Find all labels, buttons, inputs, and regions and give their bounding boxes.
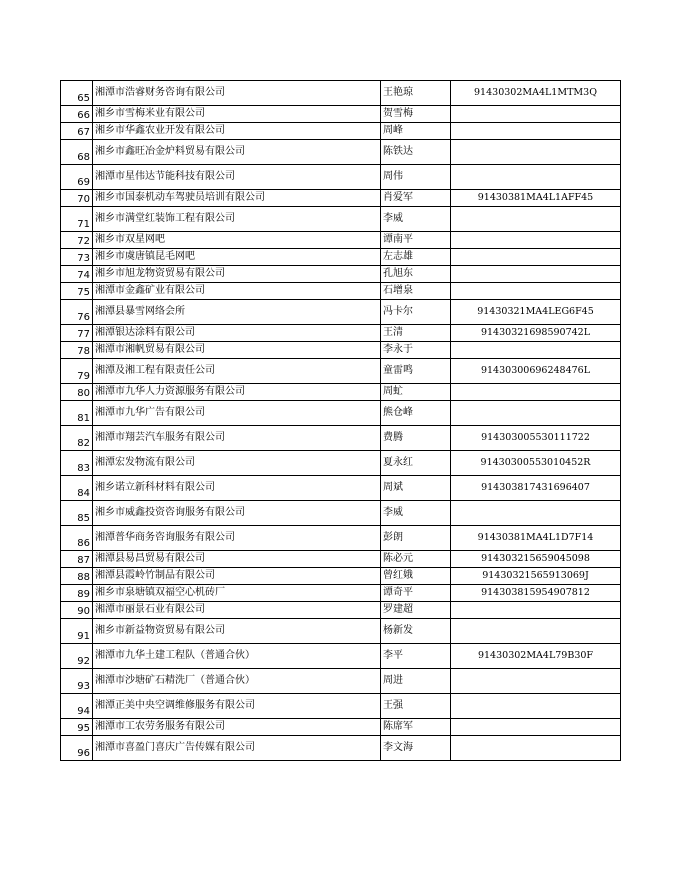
legal-representative: 童雷鸣 xyxy=(381,359,451,384)
company-name: 湘潭市翔芸汽车服务有限公司 xyxy=(93,426,381,451)
row-number: 70 xyxy=(61,190,93,207)
table-row xyxy=(61,602,621,619)
legal-representative: 李威 xyxy=(381,501,451,526)
company-name: 湘潭市湘帆贸易有限公司 xyxy=(93,342,381,359)
company-name: 湘潭市九华土建工程队（普通合伙） xyxy=(93,644,381,669)
legal-representative: 肖爱军 xyxy=(381,190,451,207)
company-name: 湘乡市国泰机动车驾驶员培训有限公司 xyxy=(93,190,381,207)
table-row xyxy=(61,342,621,359)
legal-representative: 谭南平 xyxy=(381,232,451,249)
company-name: 湘乡市新益物资贸易有限公司 xyxy=(93,619,381,644)
legal-representative: 陈席军 xyxy=(381,719,451,736)
table-row xyxy=(61,190,621,207)
company-name: 湘乡市旭龙物资贸易有限公司 xyxy=(93,266,381,283)
row-number: 94 xyxy=(61,694,93,719)
legal-representative: 彭朗 xyxy=(381,526,451,551)
company-name: 湘潭市星伟达节能科技有限公司 xyxy=(93,165,381,190)
credit-code xyxy=(451,140,621,165)
row-number: 91 xyxy=(61,619,93,644)
row-number: 89 xyxy=(61,585,93,602)
credit-code xyxy=(451,266,621,283)
credit-code: 914303817431696407 xyxy=(451,476,621,501)
company-table xyxy=(60,80,621,761)
row-number: 87 xyxy=(61,551,93,568)
company-name: 湘潭普华商务咨询服务有限公司 xyxy=(93,526,381,551)
credit-code: 91430381MA4L1D7F14 xyxy=(451,526,621,551)
company-name: 湘潭县霞岭竹制品有限公司 xyxy=(93,568,381,585)
table-row xyxy=(61,619,621,644)
company-name: 湘潭银达涂料有限公司 xyxy=(93,325,381,342)
legal-representative: 王艳琼 xyxy=(381,81,451,106)
legal-representative: 石增泉 xyxy=(381,283,451,300)
row-number: 73 xyxy=(61,249,93,266)
company-name: 湘乡市泉塘镇双福空心机砖厂 xyxy=(93,585,381,602)
legal-representative: 李文海 xyxy=(381,736,451,761)
credit-code xyxy=(451,123,621,140)
table-row xyxy=(61,165,621,190)
legal-representative: 陈铁达 xyxy=(381,140,451,165)
table-row xyxy=(61,384,621,401)
company-name: 湘乡市鑫旺冶金炉料贸易有限公司 xyxy=(93,140,381,165)
table-row xyxy=(61,249,621,266)
credit-code: 91430321698590742L xyxy=(451,325,621,342)
company-name: 湘乡市雪梅米业有限公司 xyxy=(93,106,381,123)
legal-representative: 冯卡尔 xyxy=(381,300,451,325)
row-number: 66 xyxy=(61,106,93,123)
table-row xyxy=(61,232,621,249)
legal-representative: 熊仓峰 xyxy=(381,401,451,426)
legal-representative: 李永于 xyxy=(381,342,451,359)
row-number: 84 xyxy=(61,476,93,501)
company-name: 湘乡市双星网吧 xyxy=(93,232,381,249)
legal-representative: 陈必元 xyxy=(381,551,451,568)
legal-representative: 孔旭东 xyxy=(381,266,451,283)
table-row xyxy=(61,568,621,585)
table-row xyxy=(61,359,621,384)
row-number: 68 xyxy=(61,140,93,165)
legal-representative: 王清 xyxy=(381,325,451,342)
legal-representative: 夏永红 xyxy=(381,451,451,476)
row-number: 92 xyxy=(61,644,93,669)
row-number: 67 xyxy=(61,123,93,140)
row-number: 95 xyxy=(61,719,93,736)
table-row xyxy=(61,476,621,501)
credit-code xyxy=(451,602,621,619)
legal-representative: 周峰 xyxy=(381,123,451,140)
credit-code: 91430300696248476L xyxy=(451,359,621,384)
legal-representative: 谭奇平 xyxy=(381,585,451,602)
company-name: 湘乡市虞唐镇昆毛网吧 xyxy=(93,249,381,266)
table-row xyxy=(61,81,621,106)
legal-representative: 周伟 xyxy=(381,165,451,190)
table-row xyxy=(61,585,621,602)
row-number: 76 xyxy=(61,300,93,325)
row-number: 90 xyxy=(61,602,93,619)
company-name: 湘潭县暴雪网络会所 xyxy=(93,300,381,325)
company-name: 湘潭市九华人力资源服务有限公司 xyxy=(93,384,381,401)
legal-representative: 周进 xyxy=(381,669,451,694)
company-name: 湘潭市工农劳务服务有限公司 xyxy=(93,719,381,736)
row-number: 88 xyxy=(61,568,93,585)
table-row xyxy=(61,719,621,736)
credit-code: 914303815954907812 xyxy=(451,585,621,602)
table-row xyxy=(61,451,621,476)
credit-code xyxy=(451,694,621,719)
table-row xyxy=(61,140,621,165)
credit-code: 914303005530111722 xyxy=(451,426,621,451)
row-number: 93 xyxy=(61,669,93,694)
row-number: 75 xyxy=(61,283,93,300)
table-row xyxy=(61,106,621,123)
credit-code xyxy=(451,342,621,359)
company-name: 湘乡市华鑫农业开发有限公司 xyxy=(93,123,381,140)
credit-code xyxy=(451,619,621,644)
company-name: 湘潭市沙塘矿石精洗厂（普通合伙） xyxy=(93,669,381,694)
row-number: 81 xyxy=(61,401,93,426)
credit-code xyxy=(451,283,621,300)
row-number: 69 xyxy=(61,165,93,190)
company-name: 湘潭市九华广告有限公司 xyxy=(93,401,381,426)
company-name: 湘潭及湘工程有限责任公司 xyxy=(93,359,381,384)
row-number: 82 xyxy=(61,426,93,451)
row-number: 65 xyxy=(61,81,93,106)
credit-code: 91430302MA4L79B30F xyxy=(451,644,621,669)
row-number: 86 xyxy=(61,526,93,551)
table-row xyxy=(61,551,621,568)
credit-code: 91430321565913069J xyxy=(451,568,621,585)
table-row xyxy=(61,283,621,300)
company-name: 湘乡市威鑫投资咨询服务有限公司 xyxy=(93,501,381,526)
company-name: 湘潭市金鑫矿业有限公司 xyxy=(93,283,381,300)
company-name: 湘潭市丽景石业有限公司 xyxy=(93,602,381,619)
legal-representative: 罗建超 xyxy=(381,602,451,619)
credit-code xyxy=(451,232,621,249)
table-row xyxy=(61,526,621,551)
credit-code xyxy=(451,249,621,266)
credit-code xyxy=(451,501,621,526)
credit-code xyxy=(451,207,621,232)
legal-representative: 曾红娥 xyxy=(381,568,451,585)
credit-code xyxy=(451,736,621,761)
table-row xyxy=(61,426,621,451)
company-name: 湘潭县易昌贸易有限公司 xyxy=(93,551,381,568)
credit-code xyxy=(451,401,621,426)
legal-representative: 周斌 xyxy=(381,476,451,501)
table-row xyxy=(61,401,621,426)
row-number: 78 xyxy=(61,342,93,359)
row-number: 72 xyxy=(61,232,93,249)
credit-code xyxy=(451,669,621,694)
company-name: 湘潭宏发物流有限公司 xyxy=(93,451,381,476)
row-number: 80 xyxy=(61,384,93,401)
credit-code xyxy=(451,384,621,401)
row-number: 79 xyxy=(61,359,93,384)
table-row xyxy=(61,266,621,283)
row-number: 96 xyxy=(61,736,93,761)
table-row xyxy=(61,207,621,232)
row-number: 77 xyxy=(61,325,93,342)
table-row xyxy=(61,325,621,342)
row-number: 85 xyxy=(61,501,93,526)
credit-code xyxy=(451,719,621,736)
credit-code: 91430381MA4L1AFF45 xyxy=(451,190,621,207)
legal-representative: 贺雪梅 xyxy=(381,106,451,123)
legal-representative: 李威 xyxy=(381,207,451,232)
credit-code: 91430302MA4L1MTM3Q xyxy=(451,81,621,106)
legal-representative: 王强 xyxy=(381,694,451,719)
table-row xyxy=(61,300,621,325)
row-number: 74 xyxy=(61,266,93,283)
credit-code: 914303215659045098 xyxy=(451,551,621,568)
company-table-body xyxy=(61,81,621,761)
legal-representative: 周虻 xyxy=(381,384,451,401)
table-row xyxy=(61,123,621,140)
legal-representative: 杨新发 xyxy=(381,619,451,644)
row-number: 83 xyxy=(61,451,93,476)
credit-code xyxy=(451,165,621,190)
legal-representative: 左志雄 xyxy=(381,249,451,266)
row-number: 71 xyxy=(61,207,93,232)
table-row xyxy=(61,736,621,761)
company-name: 湘潭正美中央空调维修服务有限公司 xyxy=(93,694,381,719)
credit-code: 91430321MA4LEG6F45 xyxy=(451,300,621,325)
table-row xyxy=(61,669,621,694)
legal-representative: 李平 xyxy=(381,644,451,669)
table-row xyxy=(61,501,621,526)
table-row xyxy=(61,694,621,719)
company-name: 湘乡市满堂红装饰工程有限公司 xyxy=(93,207,381,232)
company-name: 湘潭市喜盈门喜庆广告传媒有限公司 xyxy=(93,736,381,761)
legal-representative: 费腾 xyxy=(381,426,451,451)
credit-code: 91430300553010452R xyxy=(451,451,621,476)
table-row xyxy=(61,644,621,669)
company-name: 湘潭市浩睿财务咨询有限公司 xyxy=(93,81,381,106)
company-name: 湘乡诺立新科材料有限公司 xyxy=(93,476,381,501)
credit-code xyxy=(451,106,621,123)
